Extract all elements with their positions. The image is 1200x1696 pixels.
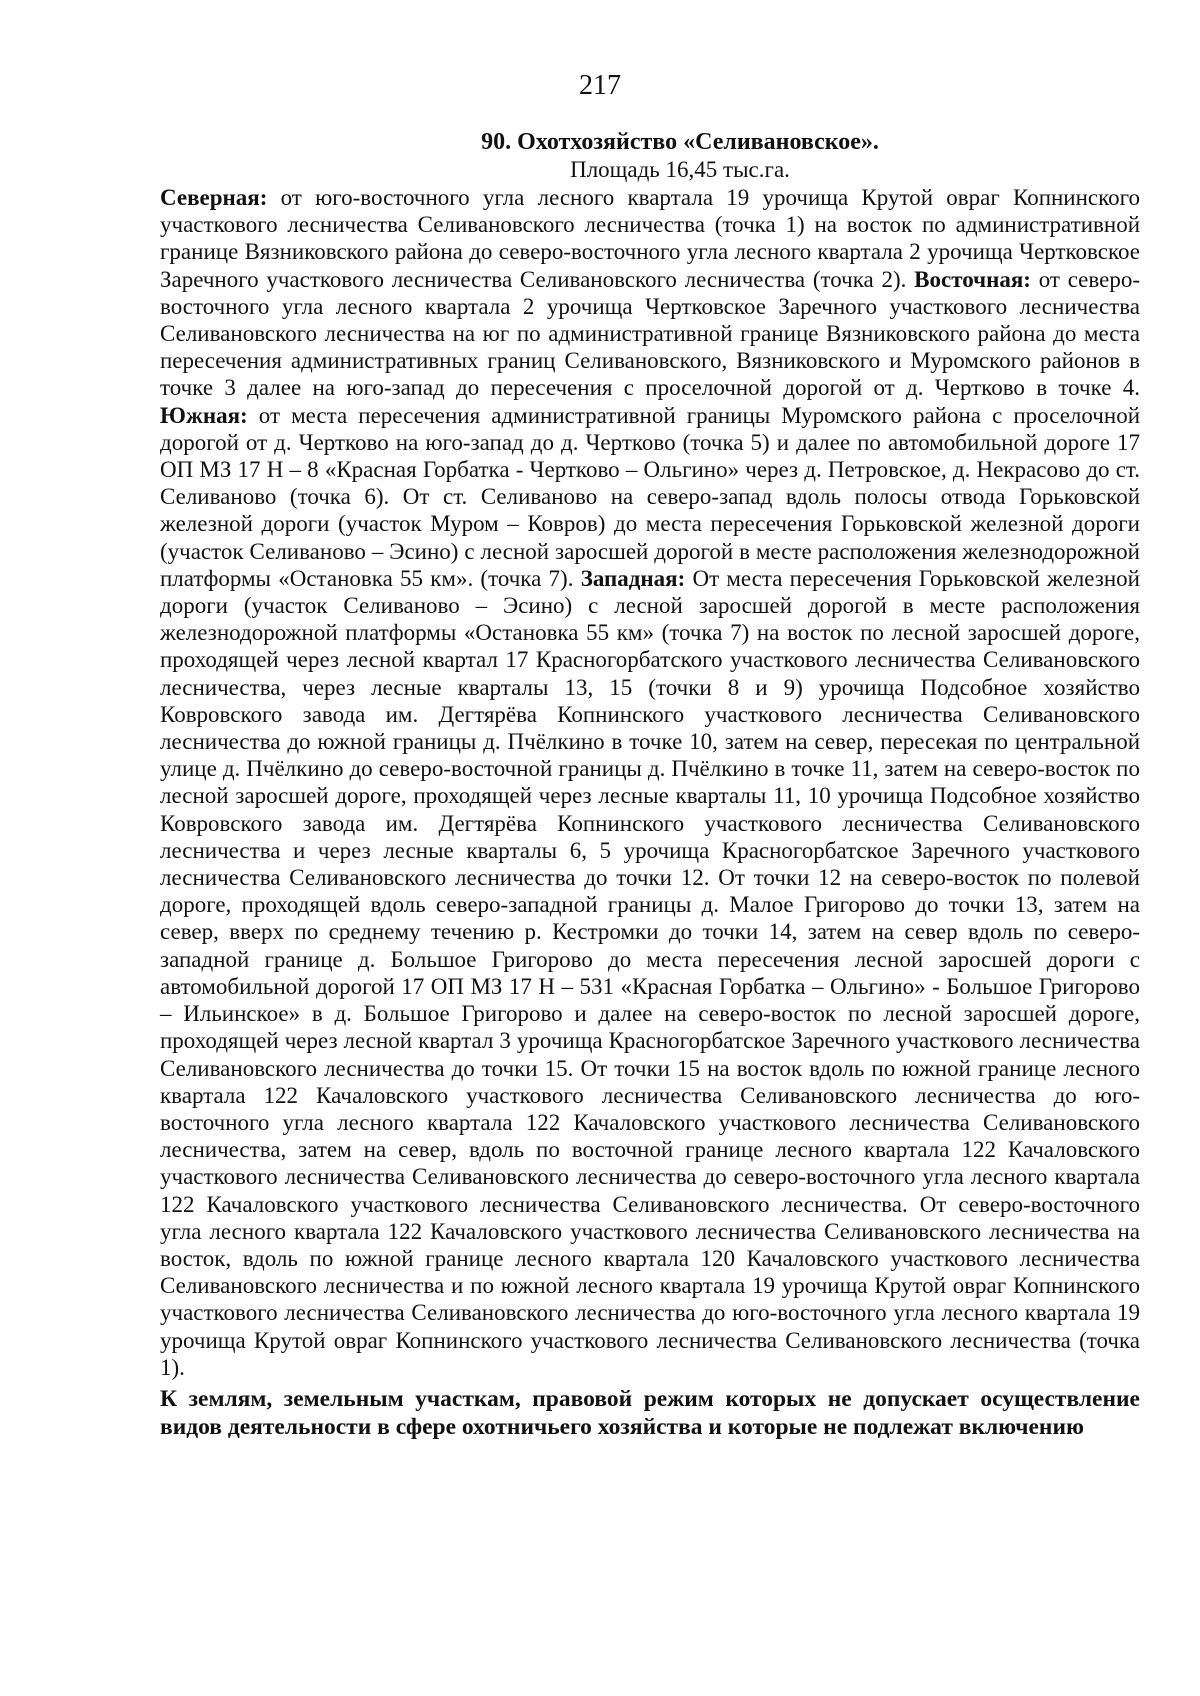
east-label: Восточная: <box>914 266 1031 292</box>
document-body <box>160 128 1140 1441</box>
footer-paragraph: К землям, земельным участкам, правовой режим которых не допускает осуществление видов деятельности в сфере охотничьего хозяйства и которые не подлежат включению <box>160 1385 1140 1440</box>
south-label: Южная: <box>160 402 248 428</box>
south-text: от места пересечения административной границы Муромского района с проселочной дорогой от д. Чертково на юго-запад до д. Чертково (точка 5) и далее по автомобильной дороге 17 ОП МЗ 17 Н – 8 «Красная Горбатка - Чертково – Ольгино» через д. Петровское, д. Некрасово до ст. Селиваново (точка 6). От ст. Селиваново на северо-запад вдоль полосы отвода Горьковской железной дороги (участок Муром – Ковров) до места пересечения Горьковской железной дороги (участок Селиваново – Эсино) с лесной заросшей дорогой в месте расположения железнодорожной платформы «Остановка 55 км». (точка 7). <box>160 402 1140 591</box>
east-text: от северо-восточного угла лесного квартала 2 урочища Чертковское Заречного участкового лесничества Селивановского лесничества на юг по административной границе Вязниковского района до места пересечения административных границ Селивановского, Вязниковского и Муромского районов в точке 3 далее на юго-запад до пересечения с проселочной дорогой от д. Чертково в точке 4. <box>160 266 1140 401</box>
page-number: 217 <box>579 70 621 101</box>
west-label: Западная: <box>580 565 686 591</box>
boundary-description <box>160 184 1140 1381</box>
north-text: от юго-восточного угла лесного квартала 19 урочища Крутой овраг Копнинского участкового лесничества Селивановского лесничества (точка 1) на восток по административной границе Вязниковского района до северо-восточного угла лесного квартала 2 урочища Чертковское Заречного участкового лесничества Селивановского лесничества (точка 2). <box>160 185 1140 292</box>
north-label: Северная: <box>160 185 268 210</box>
west-text: От места пересечения Горьковской железной дороги (участок Селиваново – Эсино) с лесной заросшей дорогой в месте расположения железнодорожной платформы «Остановка 55 км» (точка 7) на восток по лесной заросшей дороге, проходящей через лесной квартал 17 Красногорбатского участкового лесничества Селивановского лесничества, через лесные кварталы 13, 15 (точки 8 и 9) урочища Подсобное хозяйство Ковровского завода им. Дегтярёва Копнинского участкового лесничества Селивановского лесничества до южной границы д. Пчёлкино в точке 10, затем на север, пересекая по центральной улице д. Пчёлкино до северо-восточной границы д. Пчёлкино в точке 11, затем на северо-восток по лесной заросшей дороге, проходящей через лесные кварталы 11, 10 урочища Подсобное хозяйство Ковровского завода им. Дегтярёва Копнинского участкового лесничества Селивановского лесничества и через лесные кварталы 6, 5 урочища Красногорбатское Заречного участкового лесничества Селивановского лесничества до точки 12. От точки 12 на северо-восток по полевой дороге, проходящей вдоль северо-западной границы д. Малое Григорово до точки 13, затем на север, вверх по среднему течению р. Кестромки до точки 14, затем на север вдоль по северо-западной границе д. Большое Григорово до места пересечения лесной заросшей дороги с автомобильной дорогой 17 ОП МЗ 17 Н – 531 «Красная Горбатка – Ольгино» - Большое Григорово – Ильинское» в д. Большое Григорово и далее на северо-восток по лесной заросшей дороге, проходящей через лесной квартал 3 урочища Красногорбатское Заречного участкового лесничества Селивановского лесничества до точки 15. От точки 15 на восток вдоль по южной границе лесного квартала 122 Качаловского участкового лесничества Селивановского лесничества до юго-восточного угла лесного квартала 122 Качаловского участкового лесничества Селивановского лесничества, затем на север, вдоль по восточной границе лесного квартала 122 Качаловского участкового лесничества Селивановского лесничества до северо-восточного угла лесного квартала 122 Качаловского участкового лесничества Селивановского лесничества. От северо-восточного угла лесного квартала 122 Качаловского участкового лесничества Селивановского лесничества на восток, вдоль по южной границе лесного квартала 120 Качаловского участкового лесничества Селивановского лесничества и по южной лесного квартала 19 урочища Крутой овраг Копнинского участкового лесничества Селивановского лесничества до юго-восточного угла лесного квартала 19 урочища Крутой овраг Копнинского участкового лесничества Селивановского лесничества (точка 1). <box>160 565 1140 1380</box>
section-title: 90. Охотхозяйство «Селивановское». <box>481 129 879 155</box>
section-area: Площадь 16,45 тыс.га. <box>570 157 790 182</box>
